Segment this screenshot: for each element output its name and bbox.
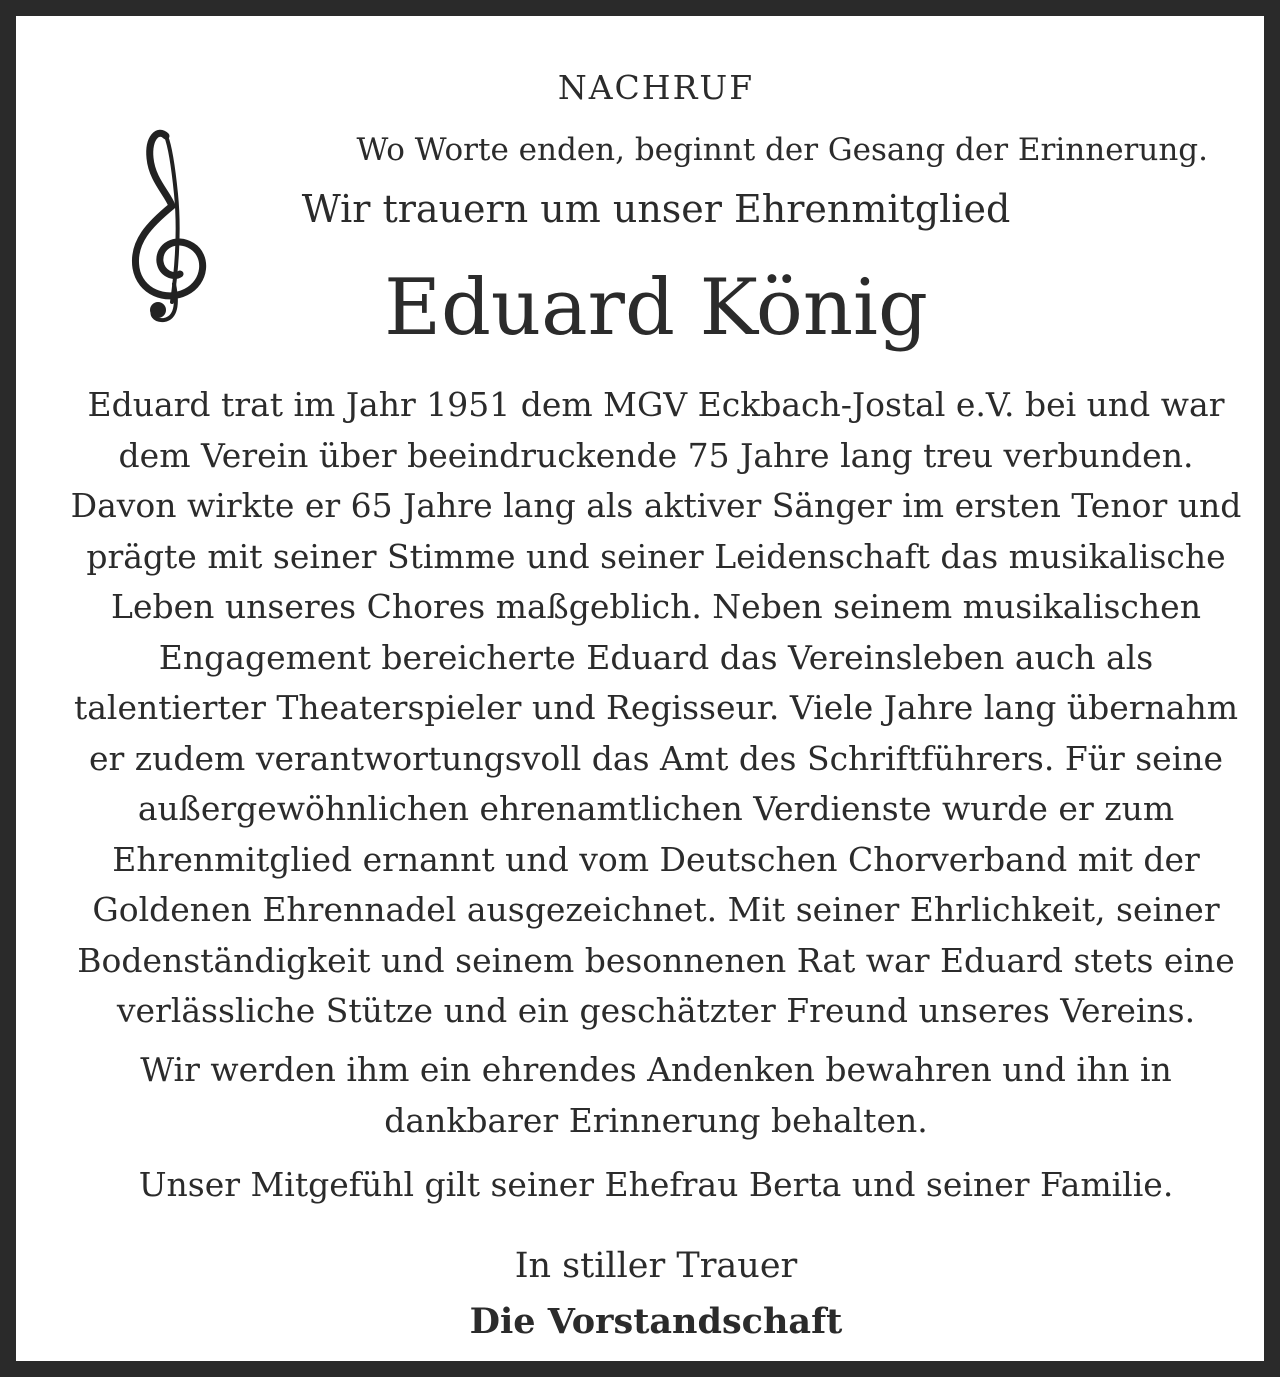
body-line: Davon wirkte er 65 Jahre lang als aktiver Sänger im ersten Tenor und <box>70 486 1242 525</box>
body-line: Engagement bereicherte Eduard das Vereinsleben auch als <box>158 637 1154 677</box>
intro-line: Wir trauern um unser Ehrenmitglied <box>301 187 1011 231</box>
body-line: Ehrenmitglied ernannt und vom Deutschen Chorverband mit der <box>112 839 1200 879</box>
body-line: Goldenen Ehrennadel ausgezeichnet. Mit seiner Ehrlichkeit, seiner <box>92 890 1220 929</box>
body-line: dem Verein über beeindruckende 75 Jahre lang treu verbunden. <box>118 435 1194 475</box>
body-line: er zudem verantwortungsvoll das Amt des Schriftführers. Für seine <box>88 738 1224 778</box>
signature: Die Vorstandschaft <box>469 1301 843 1342</box>
closing-line: Wir werden ihm ein ehrendes Andenken bewahren und ihn in <box>140 1050 1172 1089</box>
body-line: Leben unseres Chores maßgeblich. Neben seinem musikalischen <box>111 587 1201 626</box>
sympathy-line: Unser Mitgefühl gilt seiner Ehefrau Berta und seiner Familie. <box>138 1165 1174 1204</box>
body-line: Eduard trat im Jahr 1951 dem MGV Eckbach-Jostal e.V. bei und war <box>87 385 1225 424</box>
body-line: talentierter Theaterspieler und Regisseur. Viele Jahre lang übernahm <box>73 688 1239 727</box>
motto-quote: Wo Worte enden, beginnt der Gesang der Erinnerung. <box>356 132 1208 168</box>
body-line: außergewöhnlichen ehrenamtlichen Verdienste wurde er zum <box>137 789 1175 828</box>
notice-heading: NACHRUF <box>557 68 755 107</box>
body-line: verlässliche Stütze und ein geschätzter Freund unseres Vereins. <box>116 991 1196 1030</box>
deceased-name: Eduard König <box>384 263 928 353</box>
mourning-line: In stiller Trauer <box>514 1246 798 1286</box>
body-line: Bodenständigkeit und seinem besonnenen Rat war Eduard stets eine <box>77 940 1235 980</box>
closing-paragraph <box>56 1045 1256 1146</box>
closing-line: dankbarer Erinnerung behalten. <box>384 1100 928 1140</box>
body-line: prägte mit seiner Stimme und seiner Leidenschaft das musikalische <box>86 536 1226 576</box>
obituary-body <box>56 380 1256 1037</box>
